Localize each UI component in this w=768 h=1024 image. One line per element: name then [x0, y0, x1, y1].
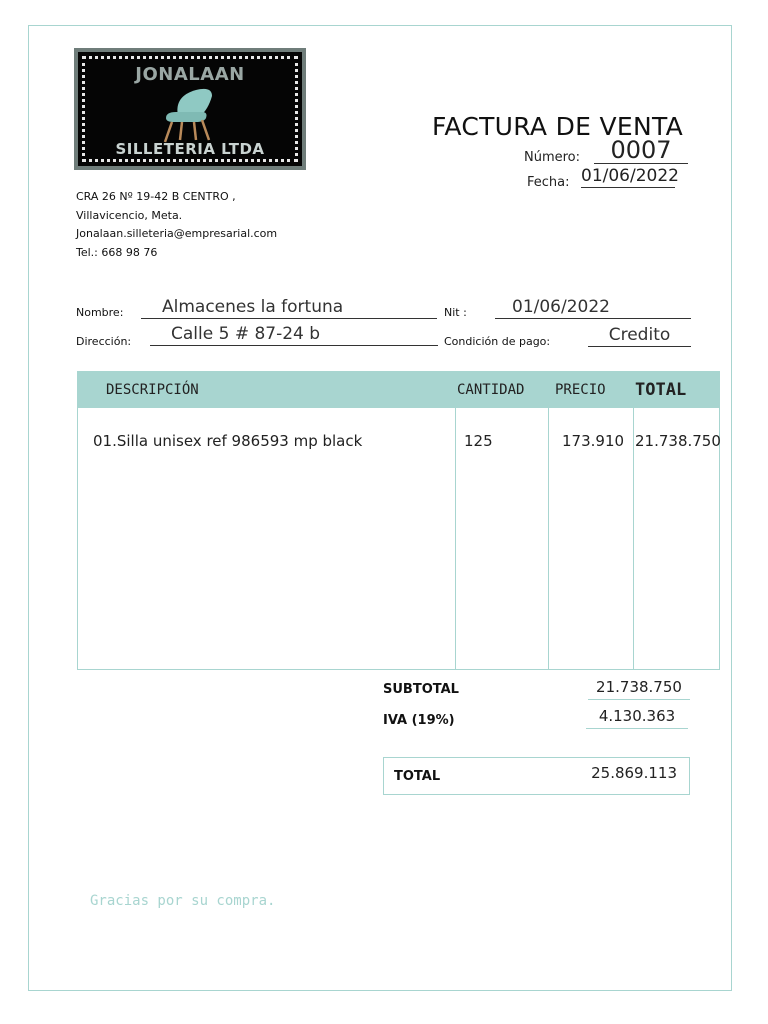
- row-total: 21.738.750: [635, 432, 721, 450]
- payment-condition-label: Condición de pago:: [444, 335, 551, 348]
- chair-icon: [156, 82, 220, 144]
- client-address: Calle 5 # 87-24 b: [150, 323, 438, 346]
- iva-label: IVA (19%): [383, 713, 455, 728]
- items-table: [77, 371, 720, 670]
- company-logo: [74, 48, 306, 170]
- invoice-date: 01/06/2022: [581, 166, 679, 186]
- header-total: TOTAL: [635, 380, 687, 400]
- table-header: [78, 372, 719, 408]
- header-quantity: CANTIDAD: [457, 382, 525, 398]
- logo-panel: [78, 52, 302, 166]
- subtotal-value: 21.738.750: [588, 675, 690, 700]
- company-phone: Tel.: 668 98 76: [76, 245, 158, 259]
- client-address-label: Dirección:: [76, 335, 132, 348]
- column-divider: [548, 408, 549, 669]
- logo-bottom-text: SILLETERIA LTDA: [115, 140, 265, 158]
- subtotal-label: SUBTOTAL: [383, 682, 459, 697]
- column-divider: [455, 408, 456, 669]
- client-nit-label: Nit :: [444, 306, 467, 319]
- row-description: 01.Silla unisex ref 986593 mp black: [93, 432, 363, 450]
- company-info: [76, 188, 277, 262]
- row-price: 173.910: [562, 432, 625, 450]
- row-quantity: 125: [464, 432, 493, 450]
- client-name: Almacenes la fortuna: [141, 296, 437, 319]
- header-description: DESCRIPCIÓN: [106, 382, 199, 398]
- total-value: 25.869.113: [591, 764, 677, 782]
- client-nit: 01/06/2022: [495, 296, 691, 319]
- column-divider: [633, 408, 634, 669]
- total-label: TOTAL: [394, 769, 441, 784]
- iva-value: 4.130.363: [586, 704, 688, 729]
- company-city: Villavicencio, Meta.: [76, 208, 183, 222]
- logo-top-text: JONALAAN: [135, 64, 245, 85]
- company-address: CRA 26 Nº 19-42 B CENTRO ,: [76, 190, 236, 203]
- thanks-message: Gracias por su compra.: [90, 893, 276, 909]
- invoice-number: 0007: [594, 137, 688, 164]
- client-name-label: Nombre:: [76, 306, 124, 319]
- company-email: Jonalaan.silleteria@empresarial.com: [76, 227, 278, 240]
- invoice-date-label: Fecha:: [527, 175, 570, 190]
- total-box: [383, 757, 690, 795]
- invoice-title: FACTURA DE VENTA: [432, 112, 684, 141]
- payment-condition: Credito: [588, 324, 691, 347]
- invoice-number-label: Número:: [524, 150, 581, 165]
- header-price: PRECIO: [555, 382, 606, 398]
